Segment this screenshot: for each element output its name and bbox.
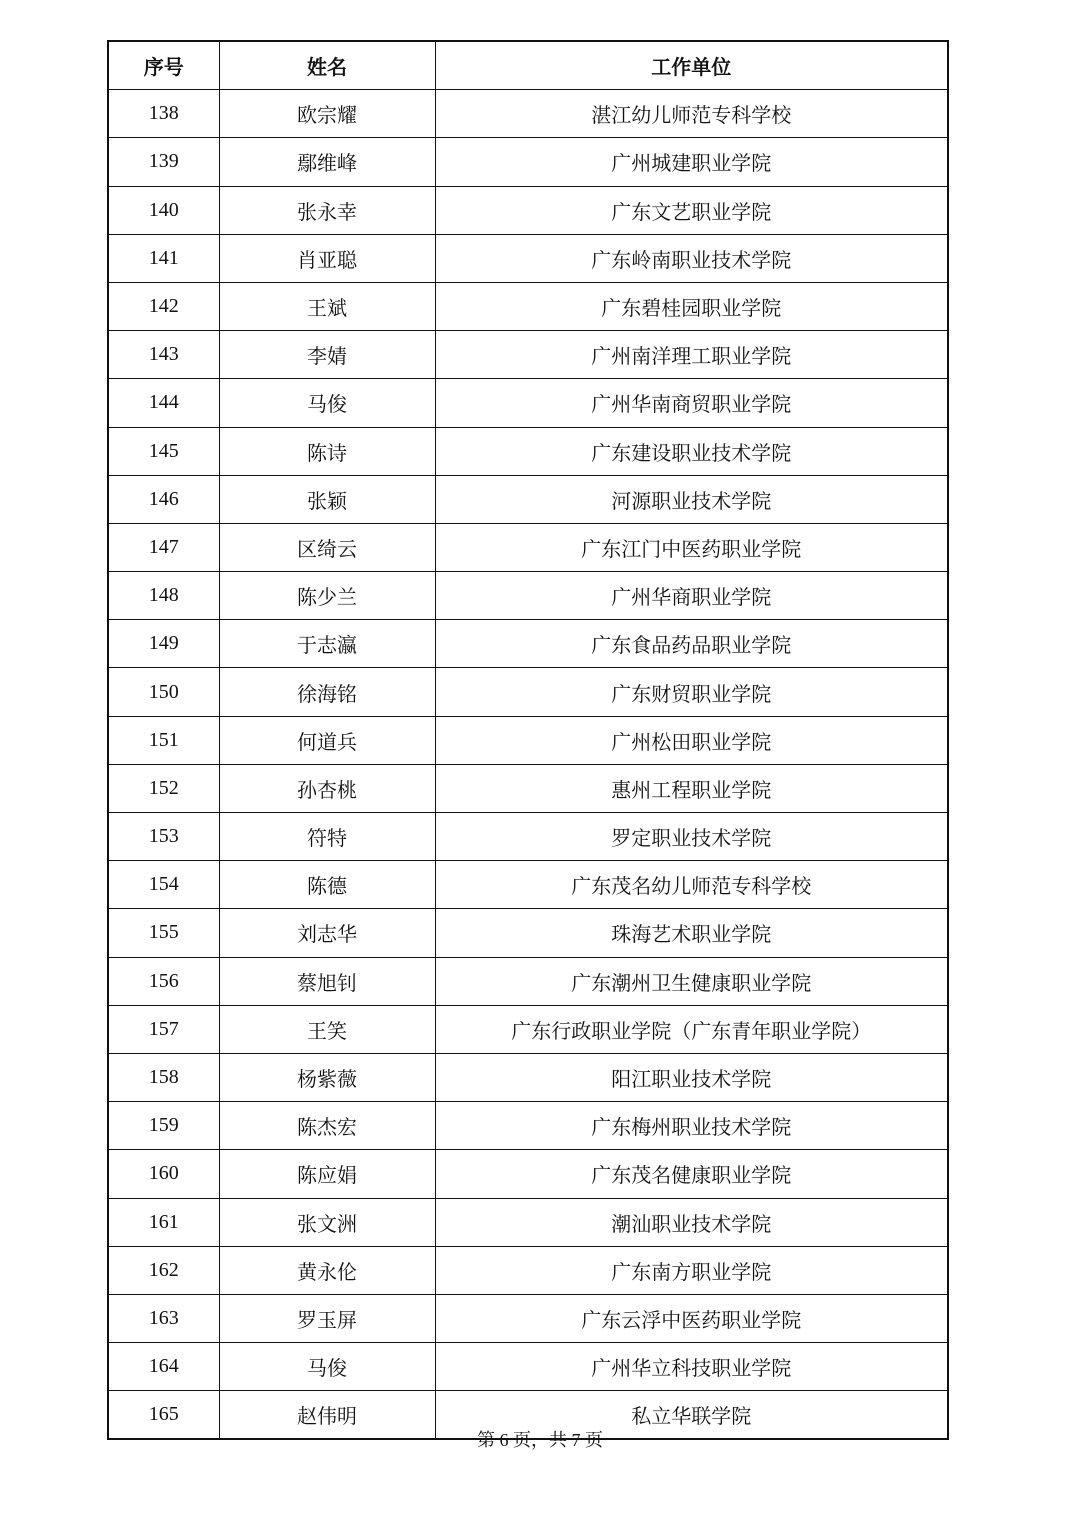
serial-number-cell: 150 xyxy=(108,668,219,716)
workplace-cell: 珠海艺术职业学院 xyxy=(435,909,948,957)
serial-number-cell: 163 xyxy=(108,1294,219,1342)
serial-number-cell: 159 xyxy=(108,1102,219,1150)
name-cell: 鄢维峰 xyxy=(219,138,435,186)
table-row xyxy=(108,716,948,764)
name-cell: 赵伟明 xyxy=(219,1391,435,1440)
workplace-cell: 广州华商职业学院 xyxy=(435,572,948,620)
serial-number-cell: 158 xyxy=(108,1053,219,1101)
name-cell: 马俊 xyxy=(219,1343,435,1391)
name-cell: 蔡旭钊 xyxy=(219,957,435,1005)
table-header-row xyxy=(108,41,948,90)
name-cell: 王笑 xyxy=(219,1005,435,1053)
name-cell: 张永幸 xyxy=(219,186,435,234)
page-footer: 第 6 页，共 7 页 xyxy=(477,1430,603,1450)
serial-number-cell: 140 xyxy=(108,186,219,234)
table-row xyxy=(108,957,948,1005)
roster-table-container xyxy=(107,40,947,1440)
table-row xyxy=(108,764,948,812)
workplace-cell: 广东茂名幼儿师范专科学校 xyxy=(435,861,948,909)
workplace-cell: 罗定职业技术学院 xyxy=(435,813,948,861)
workplace-cell: 广东云浮中医药职业学院 xyxy=(435,1294,948,1342)
name-cell: 何道兵 xyxy=(219,716,435,764)
serial-number-cell: 157 xyxy=(108,1005,219,1053)
serial-number-cell: 151 xyxy=(108,716,219,764)
table-row xyxy=(108,282,948,330)
workplace-cell: 河源职业技术学院 xyxy=(435,475,948,523)
name-cell: 马俊 xyxy=(219,379,435,427)
table-row xyxy=(108,1198,948,1246)
table-row xyxy=(108,331,948,379)
name-cell: 陈应娟 xyxy=(219,1150,435,1198)
table-row xyxy=(108,90,948,138)
workplace-cell: 湛江幼儿师范专科学校 xyxy=(435,90,948,138)
name-cell: 符特 xyxy=(219,813,435,861)
serial-number-cell: 146 xyxy=(108,475,219,523)
table-row xyxy=(108,234,948,282)
table-row xyxy=(108,1343,948,1391)
name-cell: 王斌 xyxy=(219,282,435,330)
workplace-cell: 广东行政职业学院（广东青年职业学院） xyxy=(435,1005,948,1053)
table-row xyxy=(108,909,948,957)
serial-number-cell: 152 xyxy=(108,764,219,812)
name-cell: 欧宗耀 xyxy=(219,90,435,138)
workplace-cell: 广东碧桂园职业学院 xyxy=(435,282,948,330)
table-row xyxy=(108,813,948,861)
workplace-cell: 广州松田职业学院 xyxy=(435,716,948,764)
table-row xyxy=(108,572,948,620)
header-serial-number: 序号 xyxy=(108,41,219,90)
table-row xyxy=(108,186,948,234)
name-cell: 张颖 xyxy=(219,475,435,523)
workplace-cell: 广东建设职业技术学院 xyxy=(435,427,948,475)
serial-number-cell: 153 xyxy=(108,813,219,861)
workplace-cell: 广州南洋理工职业学院 xyxy=(435,331,948,379)
serial-number-cell: 143 xyxy=(108,331,219,379)
table-row xyxy=(108,427,948,475)
serial-number-cell: 154 xyxy=(108,861,219,909)
workplace-cell: 广东食品药品职业学院 xyxy=(435,620,948,668)
table-row xyxy=(108,1150,948,1198)
table-row xyxy=(108,475,948,523)
workplace-cell: 广东岭南职业技术学院 xyxy=(435,234,948,282)
name-cell: 张文洲 xyxy=(219,1198,435,1246)
table-row xyxy=(108,861,948,909)
serial-number-cell: 149 xyxy=(108,620,219,668)
name-cell: 李婧 xyxy=(219,331,435,379)
serial-number-cell: 155 xyxy=(108,909,219,957)
name-cell: 陈德 xyxy=(219,861,435,909)
workplace-cell: 广东潮州卫生健康职业学院 xyxy=(435,957,948,1005)
header-workplace: 工作单位 xyxy=(435,41,948,90)
name-cell: 肖亚聪 xyxy=(219,234,435,282)
workplace-cell: 广州华南商贸职业学院 xyxy=(435,379,948,427)
workplace-cell: 广东茂名健康职业学院 xyxy=(435,1150,948,1198)
table-body xyxy=(108,90,948,1440)
name-cell: 陈诗 xyxy=(219,427,435,475)
workplace-cell: 广东文艺职业学院 xyxy=(435,186,948,234)
workplace-cell: 广州城建职业学院 xyxy=(435,138,948,186)
workplace-cell: 惠州工程职业学院 xyxy=(435,764,948,812)
table-row xyxy=(108,1294,948,1342)
serial-number-cell: 148 xyxy=(108,572,219,620)
serial-number-cell: 139 xyxy=(108,138,219,186)
workplace-cell: 广东南方职业学院 xyxy=(435,1246,948,1294)
table-row xyxy=(108,138,948,186)
workplace-cell: 广州华立科技职业学院 xyxy=(435,1343,948,1391)
name-cell: 罗玉屏 xyxy=(219,1294,435,1342)
table-row xyxy=(108,1005,948,1053)
serial-number-cell: 147 xyxy=(108,523,219,571)
serial-number-cell: 144 xyxy=(108,379,219,427)
serial-number-cell: 162 xyxy=(108,1246,219,1294)
table-row xyxy=(108,1053,948,1101)
serial-number-cell: 164 xyxy=(108,1343,219,1391)
workplace-cell: 私立华联学院 xyxy=(435,1391,948,1440)
serial-number-cell: 142 xyxy=(108,282,219,330)
serial-number-cell: 156 xyxy=(108,957,219,1005)
name-cell: 杨紫薇 xyxy=(219,1053,435,1101)
serial-number-cell: 145 xyxy=(108,427,219,475)
workplace-cell: 阳江职业技术学院 xyxy=(435,1053,948,1101)
roster-table xyxy=(107,40,949,1440)
serial-number-cell: 141 xyxy=(108,234,219,282)
table-row xyxy=(108,668,948,716)
workplace-cell: 广东财贸职业学院 xyxy=(435,668,948,716)
name-cell: 区绮云 xyxy=(219,523,435,571)
table-row xyxy=(108,620,948,668)
name-cell: 刘志华 xyxy=(219,909,435,957)
name-cell: 陈少兰 xyxy=(219,572,435,620)
serial-number-cell: 138 xyxy=(108,90,219,138)
table-row xyxy=(108,379,948,427)
name-cell: 黄永伦 xyxy=(219,1246,435,1294)
table-row xyxy=(108,523,948,571)
name-cell: 孙杏桃 xyxy=(219,764,435,812)
name-cell: 于志瀛 xyxy=(219,620,435,668)
table-row xyxy=(108,1102,948,1150)
table-row xyxy=(108,1246,948,1294)
serial-number-cell: 161 xyxy=(108,1198,219,1246)
workplace-cell: 潮汕职业技术学院 xyxy=(435,1198,948,1246)
serial-number-cell: 165 xyxy=(108,1391,219,1440)
workplace-cell: 广东梅州职业技术学院 xyxy=(435,1102,948,1150)
name-cell: 陈杰宏 xyxy=(219,1102,435,1150)
workplace-cell: 广东江门中医药职业学院 xyxy=(435,523,948,571)
serial-number-cell: 160 xyxy=(108,1150,219,1198)
name-cell: 徐海铭 xyxy=(219,668,435,716)
header-name: 姓名 xyxy=(219,41,435,90)
